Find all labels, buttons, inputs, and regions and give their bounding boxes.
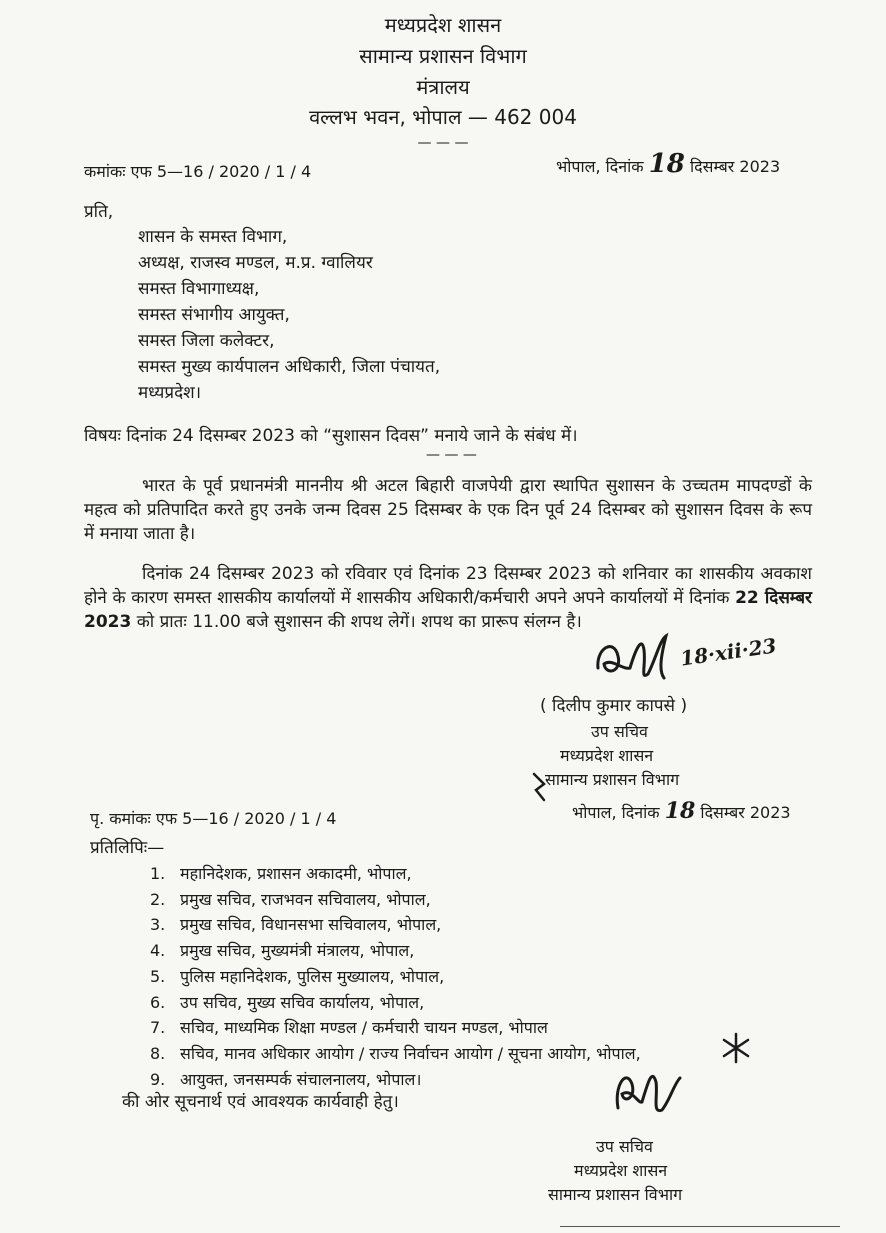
recipient-item: समस्त विभागाध्यक्ष, bbox=[138, 279, 260, 299]
subject-text: दिनांक 24 दिसम्बर 2023 को “सुशासन दिवस” मनाये जाने के संबंध में। bbox=[126, 426, 578, 446]
copy-item-text: प्रमुख सचिव, राजभवन सचिवालय, भोपाल, bbox=[180, 889, 431, 909]
copy-item-number: 1. bbox=[150, 864, 166, 883]
date-suffix: दिसम्बर 2023 bbox=[689, 157, 781, 176]
header-department: सामान्य प्रशासन विभाग bbox=[359, 44, 527, 68]
reference-number: कमांकः एफ 5—16 / 2020 / 1 / 4 bbox=[84, 162, 312, 181]
signature-scribble-2 bbox=[608, 1058, 688, 1126]
copy-item-text: सचिव, माध्यमिक शिक्षा मण्डल / कर्मचारी चायन मण्डल, भोपाल bbox=[180, 1018, 548, 1038]
to-label: प्रति, bbox=[84, 202, 114, 222]
date-prefix: भोपाल, दिनांक bbox=[556, 157, 644, 176]
recipient-item: अध्यक्ष, राजस्व मण्डल, म.प्र. ग्वालियर bbox=[138, 253, 373, 273]
recipients-list bbox=[138, 224, 440, 406]
copy-list bbox=[150, 861, 641, 1092]
header-ministry: मंत्रालय bbox=[416, 75, 470, 99]
paragraph-1-text: भारत के पूर्व प्रधानमंत्री माननीय श्री अटल बिहारी वाजपेयी द्वारा स्थापित सुशासन के उच्चतम मापदण्डों के महत्व को प्रतिपादित करते हुए उनके जन्म दिवस 25 दिसम्बर के एक दिन पूर्व 24 दिसम्बर को सुशासन दिवस के रूप में मनाया जाता है। bbox=[84, 476, 812, 544]
signatory-org-1: मध्यप्रदेश शासन bbox=[560, 746, 654, 765]
paragraph-2-part-b: को प्रातः 11.00 बजे सुशासन की शपथ लेगें। शपथ का प्रारूप संलग्न है। bbox=[136, 612, 582, 632]
header-address: वल्लभ भवन, भोपाल — 462 004 bbox=[309, 105, 577, 129]
copy-label: प्रतिलिपिः— bbox=[90, 838, 165, 858]
subject-line bbox=[84, 424, 578, 448]
copy-item-text: उप सचिव, मुख्य सचिव कार्यालय, भोपाल, bbox=[180, 992, 425, 1012]
copy-list-item bbox=[150, 1067, 641, 1093]
header-separator: — — — bbox=[417, 135, 469, 151]
paragraph-2-part-a: दिनांक 24 दिसम्बर 2023 को रविवार एवं दिनांक 23 दिसम्बर 2023 को शनिवार का शासकीय अवकाश होने के कारण समस्त शासकीय कार्यालयों में शासकीय अधिकारी/कर्मचारी अपने अपने कार्यालयों में दिनांक bbox=[84, 564, 812, 608]
subject-separator: — — — bbox=[426, 447, 477, 463]
copy-list-item bbox=[150, 912, 641, 938]
signature-scribble-1 bbox=[592, 628, 692, 686]
copy-item-text: सचिव, मानव अधिकार आयोग / राज्य निर्वाचन आयोग / सूचना आयोग, भोपाल, bbox=[180, 1043, 641, 1063]
signatory2-org-1: मध्यप्रदेश शासन bbox=[574, 1161, 668, 1180]
copy-item-number: 8. bbox=[150, 1043, 166, 1063]
paragraph-2-text bbox=[84, 562, 812, 634]
header-state: मध्यप्रदेश शासन bbox=[384, 13, 502, 37]
recipient-item: मध्यप्रदेश। bbox=[138, 383, 202, 403]
copy-item-number: 3. bbox=[150, 915, 166, 935]
copy-item-text: प्रमुख सचिव, मुख्यमंत्री मंत्रालय, भोपाल, bbox=[180, 941, 415, 961]
copy-date bbox=[572, 800, 791, 824]
copy-list-item bbox=[150, 861, 641, 887]
recipient-item: समस्त संभागीय आयुक्त, bbox=[138, 305, 290, 325]
copy-date-handwritten: 18 bbox=[664, 798, 696, 824]
asterisk-mark-icon bbox=[718, 1030, 754, 1066]
copy-list-item bbox=[150, 938, 641, 964]
bottom-rule bbox=[560, 1226, 840, 1227]
copy-closing: की ओर सूचनार्थ एवं आवश्यक कार्यवाही हेतु। bbox=[122, 1092, 399, 1112]
signatory2-designation: उप सचिव bbox=[596, 1137, 653, 1156]
copy-list-item bbox=[150, 1041, 641, 1067]
copy-item-text: महानिदेशक, प्रशासन अकादमी, भोपाल, bbox=[180, 864, 412, 883]
copy-item-number: 2. bbox=[150, 889, 166, 909]
copy-item-text: प्रमुख सचिव, विधानसभा सचिवालय, भोपाल, bbox=[180, 915, 442, 935]
recipient-item: शासन के समस्त विभाग, bbox=[138, 227, 288, 247]
body-paragraph-2 bbox=[84, 562, 812, 634]
subject-label: विषयः bbox=[84, 426, 121, 446]
copy-item-number: 7. bbox=[150, 1018, 166, 1038]
copy-list-item bbox=[150, 1015, 641, 1041]
copy-item-text: पुलिस महानिदेशक, पुलिस मुख्यालय, भोपाल, bbox=[180, 966, 445, 986]
reference-date bbox=[556, 149, 781, 179]
recipient-item: समस्त मुख्य कार्यपालन अधिकारी, जिला पंचायत, bbox=[138, 357, 441, 377]
signatory-org-2: सामान्य प्रशासन विभाग bbox=[545, 770, 680, 789]
copy-list-item bbox=[150, 964, 641, 990]
copy-item-text: आयुक्त, जनसम्पर्क संचालनालय, भोपाल। bbox=[180, 1069, 422, 1089]
copy-reference-number: पृ. कमांकः एफ 5—16 / 2020 / 1 / 4 bbox=[90, 809, 337, 828]
copy-date-suffix: दिसम्बर 2023 bbox=[700, 803, 791, 822]
initial-mark-icon bbox=[530, 770, 550, 804]
date-handwritten: 18 bbox=[648, 149, 685, 179]
copy-list-item bbox=[150, 990, 641, 1016]
body-paragraph-1 bbox=[84, 474, 812, 546]
signatory2-org-2: सामान्य प्रशासन विभाग bbox=[548, 1185, 683, 1204]
copy-item-number: 6. bbox=[150, 992, 166, 1012]
copy-item-number: 4. bbox=[150, 941, 166, 961]
copy-date-prefix: भोपाल, दिनांक bbox=[572, 803, 660, 822]
copy-item-number: 5. bbox=[150, 966, 166, 986]
recipient-item: समस्त जिला कलेक्टर, bbox=[138, 331, 275, 351]
copy-item-number: 9. bbox=[150, 1069, 166, 1089]
paragraph-2-bold-date: 22 दिसम्बर 2023 bbox=[84, 588, 812, 632]
copy-list-item bbox=[150, 887, 641, 913]
signatory-name: ( दिलीप कुमार कापसे ) bbox=[540, 696, 688, 716]
signatory-designation: उप सचिव bbox=[591, 722, 648, 741]
signature-handwritten-date: 18·xii·23 bbox=[678, 633, 778, 671]
